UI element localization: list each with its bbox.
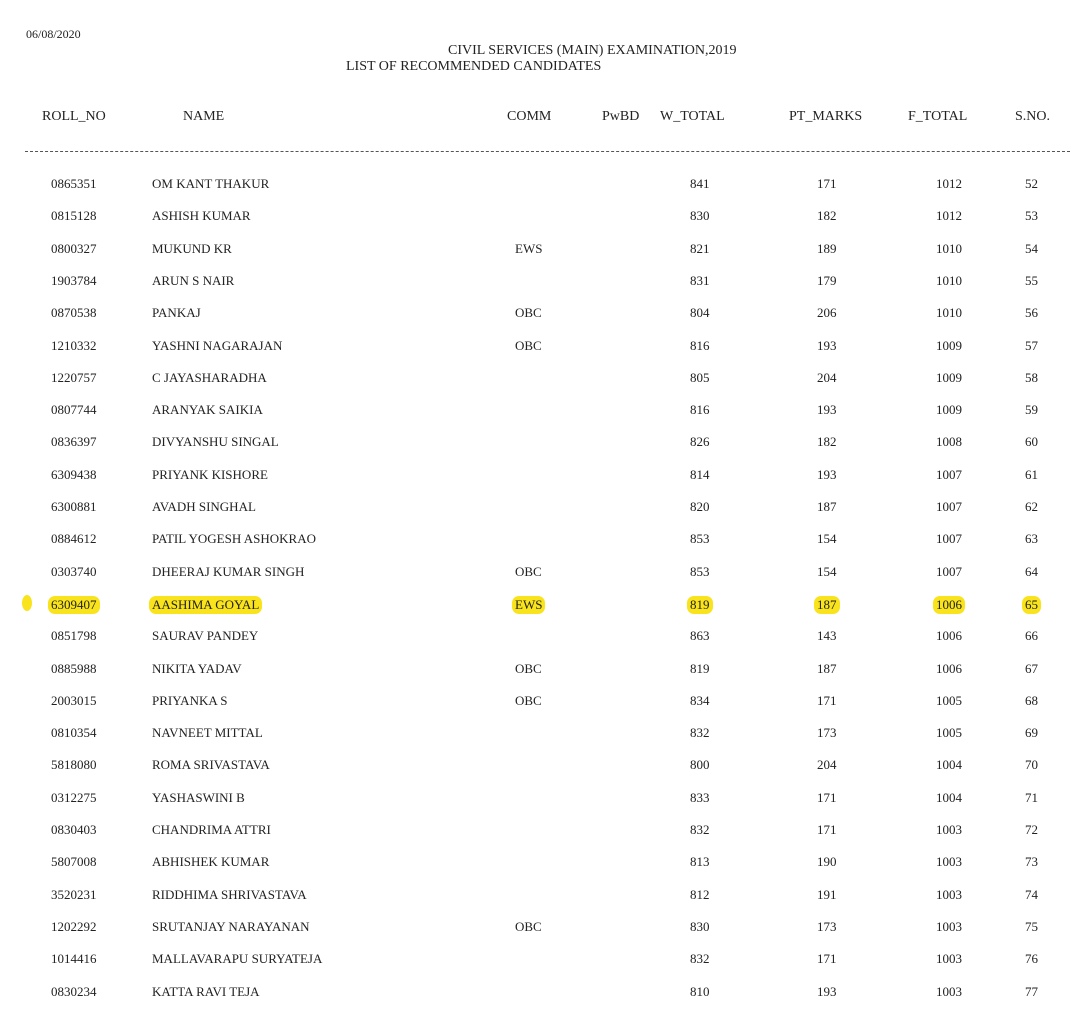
document-subtitle: LIST OF RECOMMENDED CANDIDATES xyxy=(346,59,602,74)
cell-f-total: 1003 xyxy=(936,951,962,967)
cell-roll-no: 0830403 xyxy=(51,822,97,837)
cell-s-no: 59 xyxy=(1025,402,1038,418)
cell-roll-no: 1220757 xyxy=(51,369,97,385)
cell-roll-no: 5807008 xyxy=(51,854,97,870)
header-pt-marks: PT_MARKS xyxy=(789,109,863,124)
cell-name: PRIYANK KISHORE xyxy=(152,466,268,482)
cell-s-no: 65 xyxy=(1022,596,1041,614)
cell-name: CHANDRIMA ATTRI xyxy=(152,822,271,837)
cell-pt-marks: 190 xyxy=(817,854,837,870)
cell-f-total: 1009 xyxy=(936,369,962,385)
cell-f-total: 1006 xyxy=(933,596,965,614)
cell-name: OM KANT THAKUR xyxy=(152,176,270,191)
table-row xyxy=(0,659,1080,681)
header-w-total: W_TOTAL xyxy=(660,109,725,124)
cell-pt-marks: 187 xyxy=(817,499,837,514)
cell-w-total: 834 xyxy=(690,692,710,708)
table-row xyxy=(0,949,1080,971)
cell-w-total: 826 xyxy=(690,434,710,450)
cell-f-total: 1010 xyxy=(936,272,962,288)
cell-pt-marks: 204 xyxy=(817,757,837,773)
cell-f-total: 1008 xyxy=(936,434,962,450)
cell-f-total: 1007 xyxy=(936,499,962,514)
table-row xyxy=(0,303,1080,325)
cell-comm: OBC xyxy=(515,660,542,676)
cell-w-total: 841 xyxy=(690,176,710,191)
table-row xyxy=(0,885,1080,907)
cell-roll-no: 5818080 xyxy=(51,757,97,773)
cell-w-total: 853 xyxy=(690,531,710,547)
table-row xyxy=(0,336,1080,358)
cell-pt-marks: 193 xyxy=(817,402,837,418)
cell-f-total: 1006 xyxy=(936,660,962,676)
cell-s-no: 53 xyxy=(1025,208,1038,224)
cell-f-total: 1012 xyxy=(936,208,962,224)
cell-s-no: 69 xyxy=(1025,725,1038,741)
cell-name: MUKUND KR xyxy=(152,240,232,256)
cell-f-total: 1005 xyxy=(936,725,962,741)
cell-roll-no: 0830234 xyxy=(51,983,97,999)
cell-roll-no: 6300881 xyxy=(51,499,97,514)
table-row xyxy=(0,852,1080,874)
cell-roll-no: 0810354 xyxy=(51,725,97,741)
table-row xyxy=(0,368,1080,390)
cell-w-total: 863 xyxy=(690,628,710,644)
cell-s-no: 75 xyxy=(1025,918,1038,934)
cell-roll-no: 6309438 xyxy=(51,466,97,482)
cell-name: PATIL YOGESH ASHOKRAO xyxy=(152,531,316,547)
cell-s-no: 56 xyxy=(1025,305,1038,321)
cell-comm: OBC xyxy=(515,692,542,708)
cell-roll-no: 0865351 xyxy=(51,176,97,191)
cell-w-total: 833 xyxy=(690,789,710,805)
header-f-total: F_TOTAL xyxy=(908,109,968,124)
table-row xyxy=(0,432,1080,454)
table-row xyxy=(0,755,1080,777)
table-row xyxy=(0,820,1080,842)
cell-f-total: 1007 xyxy=(936,563,962,579)
cell-roll-no: 0851798 xyxy=(51,628,97,644)
cell-w-total: 832 xyxy=(690,725,710,741)
cell-w-total: 800 xyxy=(690,757,710,773)
cell-comm: OBC xyxy=(515,563,542,579)
cell-s-no: 70 xyxy=(1025,757,1038,773)
table-row xyxy=(0,271,1080,293)
cell-s-no: 66 xyxy=(1025,628,1038,644)
cell-name: MALLAVARAPU SURYATEJA xyxy=(152,951,323,967)
cell-comm: EWS xyxy=(515,240,543,256)
cell-name: DHEERAJ KUMAR SINGH xyxy=(152,563,305,579)
cell-pt-marks: 173 xyxy=(817,725,837,741)
header-s-no: S.NO. xyxy=(1015,109,1051,124)
cell-roll-no: 6309407 xyxy=(48,596,100,614)
cell-f-total: 1003 xyxy=(936,918,962,934)
cell-name: ARUN S NAIR xyxy=(152,272,235,288)
table-row xyxy=(0,788,1080,810)
header-pwbd: PwBD xyxy=(602,109,640,124)
cell-name: PANKAJ xyxy=(152,305,201,321)
cell-roll-no: 0312275 xyxy=(51,789,97,805)
cell-pt-marks: 187 xyxy=(817,660,837,676)
cell-name: ARANYAK SAIKIA xyxy=(152,402,263,418)
cell-pt-marks: 154 xyxy=(817,531,837,547)
cell-f-total: 1010 xyxy=(936,305,962,321)
cell-pt-marks: 193 xyxy=(817,337,837,353)
header-name: NAME xyxy=(183,109,225,124)
cell-w-total: 853 xyxy=(690,563,710,579)
cell-f-total: 1009 xyxy=(936,337,962,353)
cell-f-total: 1009 xyxy=(936,402,962,418)
cell-s-no: 62 xyxy=(1025,499,1038,514)
cell-pt-marks: 171 xyxy=(817,176,837,191)
cell-roll-no: 2003015 xyxy=(51,692,97,708)
cell-comm: OBC xyxy=(515,918,542,934)
table-row xyxy=(0,691,1080,713)
cell-s-no: 77 xyxy=(1025,983,1038,999)
cell-w-total: 821 xyxy=(690,240,710,256)
cell-w-total: 819 xyxy=(690,660,710,676)
cell-w-total: 810 xyxy=(690,983,710,999)
cell-s-no: 55 xyxy=(1025,272,1038,288)
cell-roll-no: 0870538 xyxy=(51,305,97,321)
cell-name: YASHASWINI B xyxy=(152,789,245,805)
cell-w-total: 832 xyxy=(690,822,710,837)
cell-f-total: 1012 xyxy=(936,176,962,191)
cell-w-total: 814 xyxy=(690,466,710,482)
cell-roll-no: 1014416 xyxy=(51,951,97,967)
cell-f-total: 1003 xyxy=(936,983,962,999)
cell-pt-marks: 179 xyxy=(817,272,837,288)
cell-s-no: 60 xyxy=(1025,434,1038,450)
cell-name: AASHIMA GOYAL xyxy=(149,596,262,614)
cell-pt-marks: 143 xyxy=(817,628,837,644)
cell-s-no: 71 xyxy=(1025,789,1038,805)
cell-roll-no: 3520231 xyxy=(51,886,97,902)
table-row xyxy=(0,529,1080,551)
header-comm: COMM xyxy=(507,109,552,124)
cell-pt-marks: 182 xyxy=(817,434,837,450)
cell-w-total: 830 xyxy=(690,918,710,934)
header-roll-no: ROLL_NO xyxy=(42,109,106,124)
cell-name: ASHISH KUMAR xyxy=(152,208,251,224)
cell-s-no: 64 xyxy=(1025,563,1038,579)
table-row xyxy=(0,239,1080,261)
cell-s-no: 57 xyxy=(1025,337,1038,353)
cell-s-no: 54 xyxy=(1025,240,1038,256)
table-row xyxy=(0,206,1080,228)
cell-w-total: 819 xyxy=(687,596,713,614)
cell-pt-marks: 193 xyxy=(817,466,837,482)
cell-pt-marks: 187 xyxy=(814,596,840,614)
cell-pt-marks: 191 xyxy=(817,886,837,902)
cell-w-total: 805 xyxy=(690,369,710,385)
cell-name: ROMA SRIVASTAVA xyxy=(152,757,270,773)
cell-roll-no: 0884612 xyxy=(51,531,97,547)
cell-f-total: 1003 xyxy=(936,822,962,837)
cell-f-total: 1004 xyxy=(936,789,962,805)
cell-comm: OBC xyxy=(515,337,542,353)
cell-comm: OBC xyxy=(515,305,542,321)
cell-pt-marks: 173 xyxy=(817,918,837,934)
cell-name: ABHISHEK KUMAR xyxy=(152,854,270,870)
cell-w-total: 813 xyxy=(690,854,710,870)
cell-name: C JAYASHARADHA xyxy=(152,369,267,385)
cell-pt-marks: 206 xyxy=(817,305,837,321)
cell-w-total: 804 xyxy=(690,305,710,321)
cell-name: KATTA RAVI TEJA xyxy=(152,983,260,999)
cell-w-total: 832 xyxy=(690,951,710,967)
highlight-marker xyxy=(22,595,32,611)
cell-f-total: 1006 xyxy=(936,628,962,644)
cell-roll-no: 0303740 xyxy=(51,563,97,579)
cell-pt-marks: 193 xyxy=(817,983,837,999)
cell-name: DIVYANSHU SINGAL xyxy=(152,434,279,450)
cell-s-no: 72 xyxy=(1025,822,1038,837)
cell-w-total: 830 xyxy=(690,208,710,224)
cell-pt-marks: 171 xyxy=(817,951,837,967)
cell-pt-marks: 154 xyxy=(817,563,837,579)
table-row xyxy=(0,497,1080,519)
cell-s-no: 52 xyxy=(1025,176,1038,191)
cell-s-no: 68 xyxy=(1025,692,1038,708)
cell-roll-no: 0807744 xyxy=(51,402,97,418)
table-row xyxy=(0,174,1080,196)
cell-pt-marks: 171 xyxy=(817,692,837,708)
table-row xyxy=(0,400,1080,422)
cell-w-total: 820 xyxy=(690,499,710,514)
cell-name: SAURAV PANDEY xyxy=(152,628,259,644)
cell-f-total: 1007 xyxy=(936,531,962,547)
table-row xyxy=(0,982,1080,1004)
cell-f-total: 1003 xyxy=(936,854,962,870)
cell-w-total: 831 xyxy=(690,272,710,288)
cell-f-total: 1005 xyxy=(936,692,962,708)
cell-roll-no: 1903784 xyxy=(51,272,97,288)
cell-name: NIKITA YADAV xyxy=(152,660,242,676)
cell-name: AVADH SINGHAL xyxy=(152,499,256,514)
table-row xyxy=(0,917,1080,939)
table-row xyxy=(0,465,1080,487)
cell-s-no: 74 xyxy=(1025,886,1038,902)
cell-pt-marks: 189 xyxy=(817,240,837,256)
cell-w-total: 816 xyxy=(690,402,710,418)
cell-f-total: 1004 xyxy=(936,757,962,773)
cell-s-no: 76 xyxy=(1025,951,1038,967)
cell-roll-no: 0815128 xyxy=(51,208,97,224)
cell-roll-no: 1202292 xyxy=(51,918,97,934)
cell-s-no: 58 xyxy=(1025,369,1038,385)
cell-name: YASHNI NAGARAJAN xyxy=(152,337,283,353)
print-date: 06/08/2020 xyxy=(26,27,81,41)
cell-name: PRIYANKA S xyxy=(152,692,228,708)
cell-f-total: 1003 xyxy=(936,886,962,902)
cell-pt-marks: 171 xyxy=(817,822,837,837)
document-title: CIVIL SERVICES (MAIN) EXAMINATION,2019 xyxy=(448,43,737,58)
cell-s-no: 63 xyxy=(1025,531,1038,547)
cell-s-no: 67 xyxy=(1025,660,1038,676)
cell-s-no: 73 xyxy=(1025,854,1038,870)
cell-w-total: 812 xyxy=(690,886,710,902)
cell-w-total: 816 xyxy=(690,337,710,353)
cell-roll-no: 0885988 xyxy=(51,660,97,676)
cell-f-total: 1007 xyxy=(936,466,962,482)
cell-comm: EWS xyxy=(512,596,545,614)
cell-roll-no: 0836397 xyxy=(51,434,97,450)
cell-roll-no: 0800327 xyxy=(51,240,97,256)
cell-pt-marks: 182 xyxy=(817,208,837,224)
cell-name: SRUTANJAY NARAYANAN xyxy=(152,918,310,934)
cell-name: NAVNEET MITTAL xyxy=(152,725,263,741)
table-row xyxy=(0,723,1080,745)
table-row-highlighted xyxy=(0,594,1080,616)
cell-roll-no: 1210332 xyxy=(51,337,97,353)
cell-f-total: 1010 xyxy=(936,240,962,256)
cell-s-no: 61 xyxy=(1025,466,1038,482)
table-row xyxy=(0,626,1080,648)
table-row xyxy=(0,562,1080,584)
cell-pt-marks: 171 xyxy=(817,789,837,805)
cell-name: RIDDHIMA SHRIVASTAVA xyxy=(152,886,307,902)
cell-pt-marks: 204 xyxy=(817,369,837,385)
